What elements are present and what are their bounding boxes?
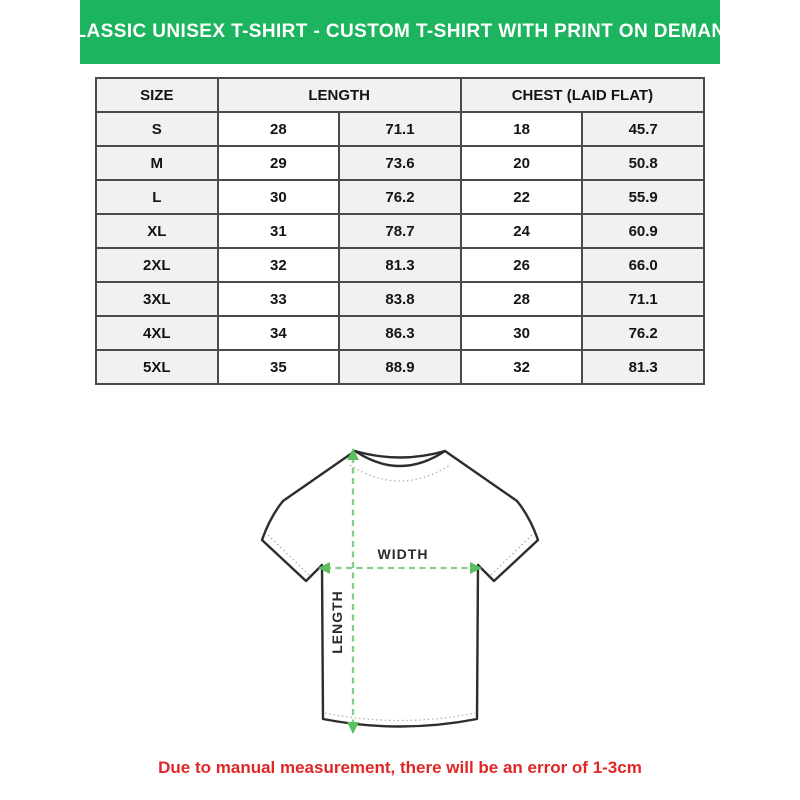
cell-chest-cm: 60.9 [582, 214, 704, 248]
length-label: LENGTH [329, 590, 345, 654]
cell-chest-cm: 45.7 [582, 112, 704, 146]
cell-chest-in: 20 [461, 146, 583, 180]
cell-size: XL [96, 214, 218, 248]
header-size: SIZE [96, 78, 218, 112]
cell-size: 3XL [96, 282, 218, 316]
table-row [96, 214, 704, 248]
cell-chest-in: 30 [461, 316, 583, 350]
cell-size: S [96, 112, 218, 146]
measurement-note: Due to manual measurement, there will be an error of 1-3cm [158, 758, 642, 777]
cell-length-cm: 76.2 [339, 180, 461, 214]
cell-chest-in: 28 [461, 282, 583, 316]
width-label: WIDTH [377, 546, 429, 562]
cell-size: L [96, 180, 218, 214]
tshirt-outline-icon [262, 451, 538, 727]
cell-chest-cm: 66.0 [582, 248, 704, 282]
cell-length-in: 28 [218, 112, 340, 146]
table-row [96, 180, 704, 214]
tshirt-diagram [250, 437, 550, 747]
cell-length-in: 30 [218, 180, 340, 214]
cell-size: 4XL [96, 316, 218, 350]
cell-length-in: 35 [218, 350, 340, 384]
table-row [96, 282, 704, 316]
cell-chest-cm: 76.2 [582, 316, 704, 350]
cell-length-in: 32 [218, 248, 340, 282]
cell-length-in: 33 [218, 282, 340, 316]
header-chest: CHEST (LAID FLAT) [461, 78, 704, 112]
cell-chest-cm: 81.3 [582, 350, 704, 384]
cell-length-in: 31 [218, 214, 340, 248]
size-chart-table [95, 77, 705, 385]
cell-length-cm: 86.3 [339, 316, 461, 350]
cell-chest-in: 32 [461, 350, 583, 384]
cell-chest-cm: 55.9 [582, 180, 704, 214]
table-row [96, 316, 704, 350]
cell-length-cm: 83.8 [339, 282, 461, 316]
table-row [96, 112, 704, 146]
cell-chest-in: 18 [461, 112, 583, 146]
title-banner [60, 0, 740, 64]
table-row [96, 146, 704, 180]
table-row [96, 248, 704, 282]
cell-length-cm: 71.1 [339, 112, 461, 146]
cell-chest-in: 22 [461, 180, 583, 214]
table-header-row [96, 78, 704, 112]
cell-chest-in: 24 [461, 214, 583, 248]
cell-length-cm: 88.9 [339, 350, 461, 384]
cell-length-cm: 73.6 [339, 146, 461, 180]
page-title: CLASSIC UNISEX T-SHIRT - CUSTOM T-SHIRT WITH PRINT ON DEMAND [60, 21, 740, 42]
cell-length-cm: 78.7 [339, 214, 461, 248]
cell-size: M [96, 146, 218, 180]
cell-length-cm: 81.3 [339, 248, 461, 282]
cell-size: 2XL [96, 248, 218, 282]
cell-size: 5XL [96, 350, 218, 384]
cell-chest-in: 26 [461, 248, 583, 282]
cell-length-in: 29 [218, 146, 340, 180]
cell-chest-cm: 71.1 [582, 282, 704, 316]
cell-chest-cm: 50.8 [582, 146, 704, 180]
table-row [96, 350, 704, 384]
cell-length-in: 34 [218, 316, 340, 350]
header-length: LENGTH [218, 78, 461, 112]
